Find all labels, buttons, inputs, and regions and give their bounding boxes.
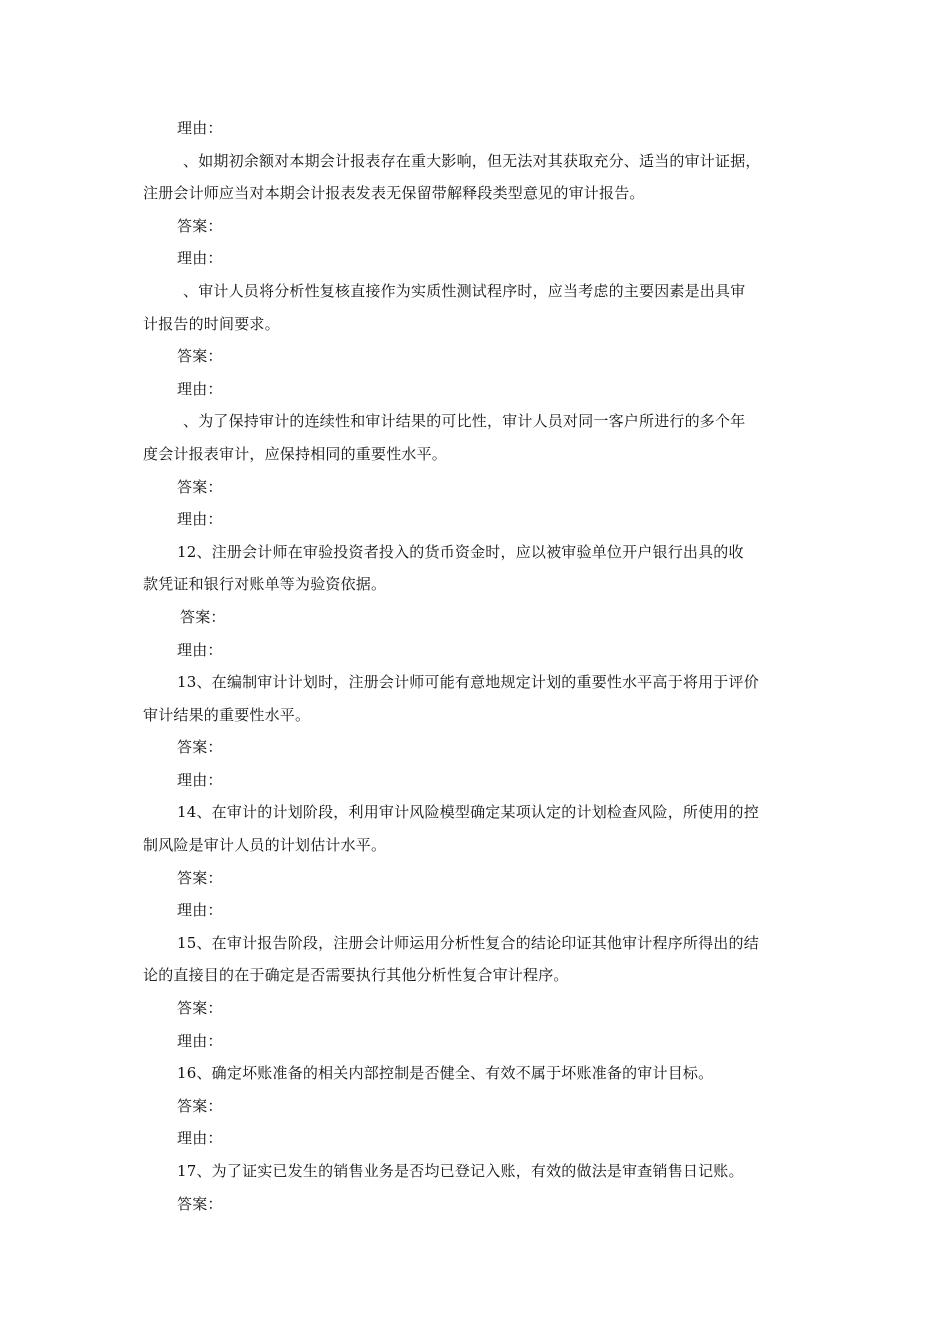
question-text: 12、注册会计师在审验投资者投入的货币资金时，应以被审验单位开户银行出具的收 [177,542,744,561]
question-text: 16、确定坏账准备的相关内部控制是否健全、有效不属于坏账准备的审计目标。 [177,1064,714,1083]
answer-label: 答案： [177,216,223,235]
question-text: 、如期初余额对本期会计报表存在重大影响，但无法对其获取充分、适当的审计证据， [183,151,761,170]
answer-label: 答案： [177,868,223,887]
question-text: 15、在审计报告阶段，注册会计师运用分析性复合的结论印证其他审计程序所得出的结 [177,933,759,952]
reason-label: 理由： [177,510,223,529]
question-text: 13、在编制审计计划时，注册会计师可能有意地规定计划的重要性水平高于将用于评价 [177,673,759,692]
question-continuation: 论的直接目的在于确定是否需要执行其他分析性复合审计程序。 [143,966,569,985]
question-continuation: 审计结果的重要性水平。 [143,705,311,724]
answer-label: 答案： [180,607,226,626]
reason-label: 理由： [177,901,223,920]
question-continuation: 制风险是审计人员的计划估计水平。 [143,836,387,855]
answer-label: 答案： [177,1096,223,1115]
answer-label: 答案： [177,347,223,366]
question-text: 、审计人员将分析性复核直接作为实质性测试程序时，应当考虑的主要因素是出具审 [183,281,746,300]
reason-label: 理由： [177,1031,223,1050]
reason-label: 理由： [177,770,223,789]
document-body [143,112,811,1220]
question-continuation: 注册会计师应当对本期会计报表发表无保留带解释段类型意见的审计报告。 [143,184,645,203]
answer-label: 答案： [177,738,223,757]
reason-label: 理由： [177,249,223,268]
reason-label: 理由： [177,379,223,398]
question-text: 14、在审计的计划阶段，利用审计风险模型确定某项认定的计划检查风险，所使用的控 [177,803,759,822]
reason-label: 理由： [177,1129,223,1148]
question-text: 、为了保持审计的连续性和审计结果的可比性，审计人员对同一客户所进行的多个年 [183,412,746,431]
reason-label: 理由： [177,119,223,137]
question-continuation: 款凭证和银行对账单等为验资依据。 [143,575,387,594]
question-continuation: 计报告的时间要求。 [143,314,280,333]
question-continuation: 度会计报表审计，应保持相同的重要性水平。 [143,444,448,463]
question-text: 17、为了证实已发生的销售业务是否均已登记入账，有效的做法是审查销售日记账。 [177,1162,744,1180]
answer-label: 答案： [177,1194,223,1213]
answer-label: 答案： [177,999,223,1018]
answer-label: 答案： [177,477,223,496]
reason-label: 理由： [177,640,223,659]
